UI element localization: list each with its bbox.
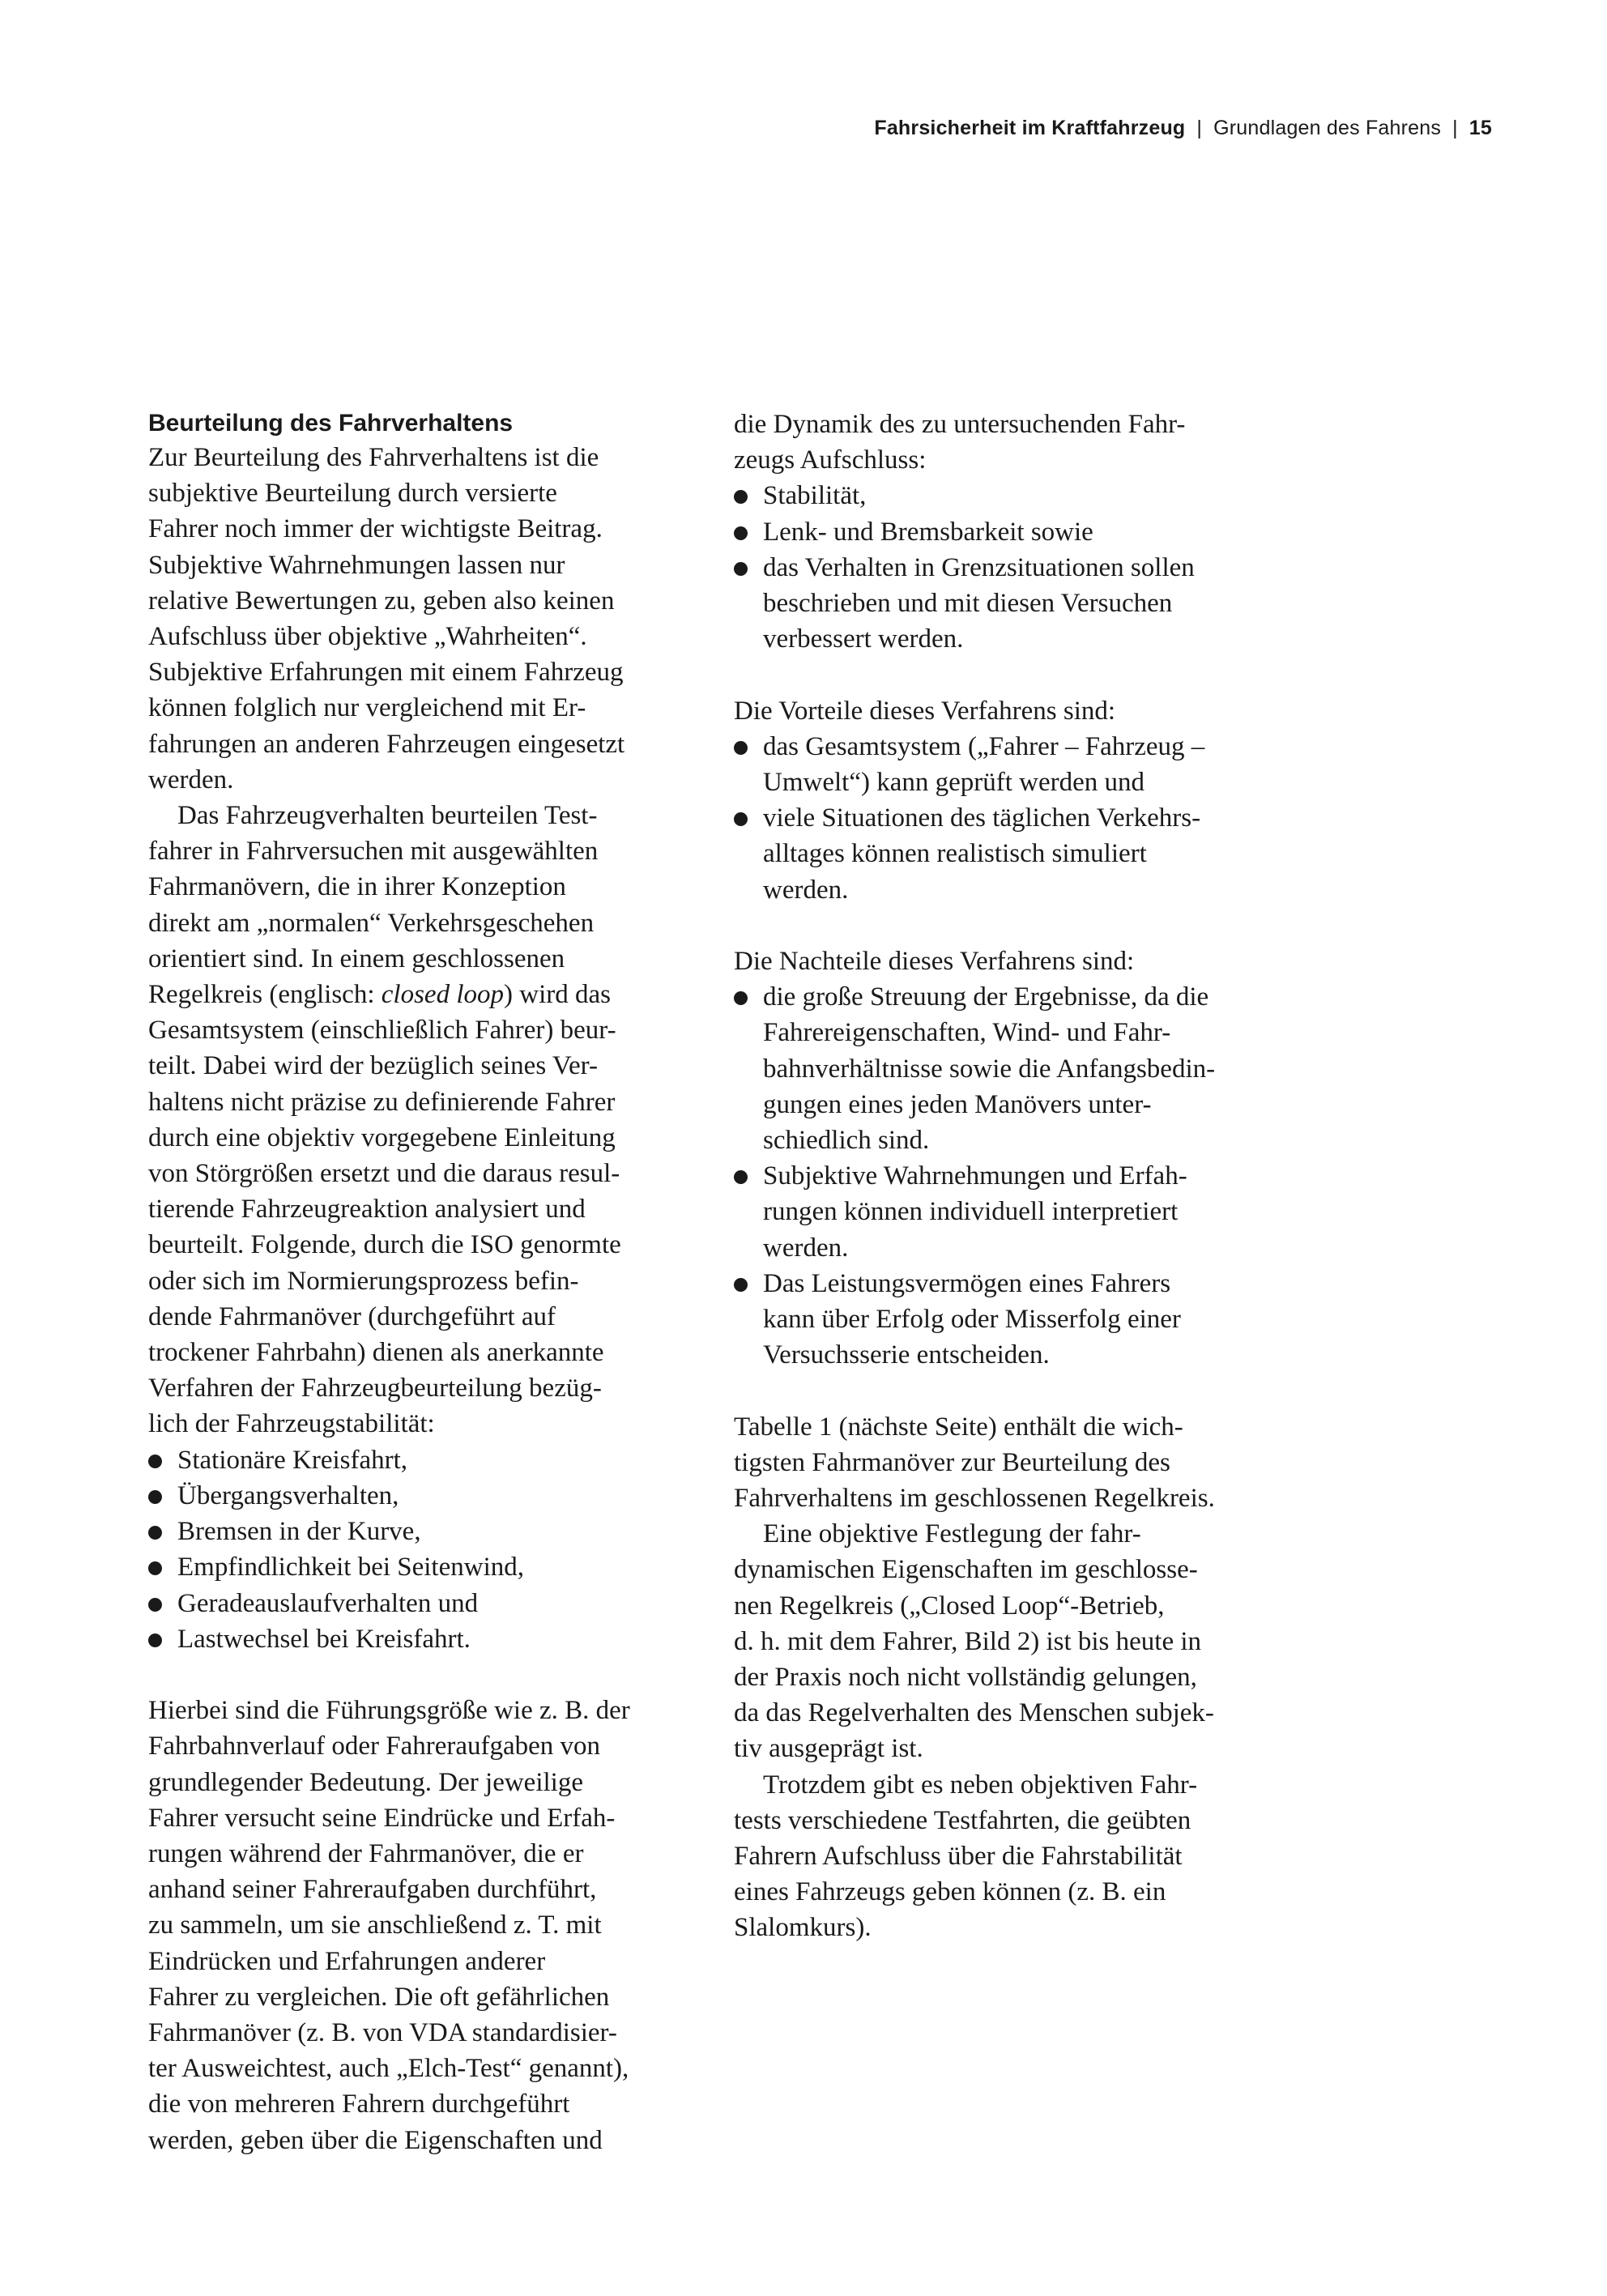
text-line: haltens nicht präzise zu definierende Fahrer [148, 1087, 616, 1117]
text-line: tests verschiedene Testfahrten, die geübten [734, 1805, 1191, 1835]
text-line: durch eine objektiv vorgegebene Einleitung [148, 1122, 616, 1152]
list-item [734, 979, 1268, 1158]
text-line: tierende Fahrzeugreaktion analysiert und [148, 1195, 586, 1225]
list-item [734, 478, 1268, 513]
text-line: Fahrverhaltens im geschlossenen Regelkreis. [734, 1484, 1215, 1514]
text-line: eines Fahrzeugs geben können (z. B. ein [734, 1877, 1166, 1907]
text-line: dende Fahrmanöver (durchgeführt auf [148, 1301, 556, 1331]
header-separator: | [1196, 117, 1203, 139]
book-title: Fahrsicherheit im Kraftfahrzeug [874, 117, 1186, 139]
text-line: Versuchsserie entscheiden. [763, 1340, 1050, 1370]
bullet-icon [734, 741, 748, 755]
bullet-icon [734, 526, 748, 540]
list-item [734, 514, 1268, 550]
right-column [734, 407, 1268, 1946]
text-line: beurteilt. Folgende, durch die ISO genormte [148, 1230, 621, 1260]
text-line: anhand seiner Fahreraufgaben durchführt, [148, 1875, 597, 1905]
bullet-icon [148, 1561, 162, 1575]
text-line: die große Streuung der Ergebnisse, da die [734, 979, 1268, 1015]
header-separator: | [1452, 117, 1458, 139]
text-line: Gesamtsystem (einschließlich Fahrer) beur- [148, 1016, 616, 1046]
text-line: die von mehreren Fahrern durchgeführt [148, 2089, 570, 2119]
text-line: schiedlich sind. [763, 1126, 930, 1156]
text-line: Zur Beurteilung des Fahrverhaltens ist die [148, 443, 599, 472]
page-number: 15 [1468, 117, 1492, 139]
text-line: Das Leistungsvermögen eines Fahrers [734, 1266, 1268, 1301]
text-line: Tabelle 1 (nächste Seite) enthält die wich- [734, 1412, 1183, 1442]
list-item: Geradeauslaufverhalten und [148, 1586, 683, 1621]
disadvantages-title: Die Nachteile dieses Verfahrens sind: [734, 947, 1135, 977]
advantages-title: Die Vorteile dieses Verfahrens sind: [734, 696, 1116, 726]
text-line: Fahrereigenschaften, Wind- und Fahr- [763, 1018, 1171, 1048]
text-line: Fahrmanöver (z. B. von VDA standardisier- [148, 2017, 617, 2047]
text-line: Eine objektive Festlegung der fahr- [763, 1519, 1141, 1549]
text-line: Slalomkurs). [734, 1913, 872, 1943]
text-line: werden. [763, 875, 849, 905]
text-line: teilt. Dabei wird der bezüglich seines Ver- [148, 1051, 598, 1081]
bullet-icon [148, 1526, 162, 1540]
text-line: der Praxis noch nicht vollständig gelungen, [734, 1663, 1197, 1693]
text-line: grundlegender Bedeutung. Der jeweilige [148, 1767, 583, 1797]
text-line: Verfahren der Fahrzeugbeurteilung bezüg- [148, 1374, 602, 1404]
list-item: Stationäre Kreisfahrt, [148, 1442, 683, 1478]
running-header [874, 112, 1492, 144]
bullet-icon [148, 1490, 162, 1504]
maneuver-list [148, 1442, 683, 1657]
text-line: werden, geben über die Eigenschaften und [148, 2125, 603, 2155]
text-line: ter Ausweichtest, auch „Elch-Test“ genannt), [148, 2054, 629, 2084]
list-item [734, 1266, 1268, 1374]
text-line: von Störgrößen ersetzt und die daraus resul- [148, 1159, 620, 1189]
text-line: die Dynamik des zu untersuchenden Fahr- [734, 410, 1186, 439]
text-line: zeugs Aufschluss: [734, 445, 927, 475]
text-line: Fahrern Aufschluss über die Fahrstabilität [734, 1842, 1183, 1872]
text-line: relative Bewertungen zu, geben also keinen [148, 586, 615, 616]
bullet-icon [734, 991, 748, 1005]
text-line: werden. [148, 765, 234, 794]
bullet-icon [148, 1634, 162, 1647]
text-line: werden. [763, 1233, 849, 1263]
list-item: Lastwechsel bei Kreisfahrt. [148, 1621, 683, 1657]
text-line: können folglich nur vergleichend mit Er- [148, 693, 586, 723]
text-line: nen Regelkreis („Closed Loop“-Betrieb, [734, 1591, 1165, 1621]
paragraph-intro [148, 440, 683, 798]
paragraph-test-drivers [148, 798, 683, 1442]
text-line: tiv ausgeprägt ist. [734, 1734, 923, 1764]
aspect-list [734, 478, 1268, 657]
advantages-list [734, 729, 1268, 908]
text-line: rungen während der Fahrmanöver, die er [148, 1838, 584, 1868]
text-line: Subjektive Wahrnehmungen und Erfah- [734, 1158, 1268, 1194]
text-line: Trotzdem gibt es neben objektiven Fahr- [763, 1770, 1198, 1800]
text-line: fahrer in Fahrversuchen mit ausgewählten [148, 837, 599, 867]
paragraph-test-drives [734, 1767, 1268, 1946]
text-line: Das Fahrzeugverhalten beurteilen Test- [177, 801, 598, 831]
text-line: Umwelt“) kann geprüft werden und [763, 768, 1145, 798]
bullet-icon [734, 562, 748, 576]
bullet-icon [734, 812, 748, 826]
text-line: zu sammeln, um sie anschließend z. T. mit [148, 1910, 602, 1940]
list-item: Bremsen in der Kurve, [148, 1514, 683, 1549]
text-line: Regelkreis (englisch: closed loop) wird das [148, 980, 611, 1010]
text-line: trockener Fahrbahn) dienen als anerkannte [148, 1338, 604, 1368]
text-line: rungen können individuell interpretiert [763, 1197, 1179, 1227]
text-line: Fahrmanövern, die in ihrer Konzeption [148, 872, 566, 902]
text-line: oder sich im Normierungsprozess befin- [148, 1266, 579, 1296]
text-line: fahrungen an anderen Fahrzeugen eingesetzt [148, 729, 625, 759]
text-line: verbessert werden. [763, 624, 964, 654]
text-line: Fahrer zu vergleichen. Die oft gefährlichen [148, 1982, 610, 2012]
text-line: kann über Erfolg oder Misserfolg einer [763, 1305, 1181, 1335]
list-item [734, 800, 1268, 908]
list-item [734, 550, 1268, 658]
list-item [734, 729, 1268, 800]
paragraph-objective [734, 1516, 1268, 1766]
bullet-icon [734, 1278, 748, 1292]
text-line: bahnverhältnisse sowie die Anfangsbedin- [763, 1054, 1216, 1084]
bullet-icon [734, 490, 748, 504]
bullet-icon [734, 1170, 748, 1184]
text-line: Aufschluss über objektive „Wahrheiten“. [148, 622, 587, 652]
text-line: gungen eines jeden Manövers unter- [763, 1089, 1152, 1119]
paragraph-dynamics [734, 407, 1268, 478]
bullet-icon [148, 1455, 162, 1468]
list-item [734, 1158, 1268, 1266]
text-line: Lenk- und Bremsbarkeit sowie [734, 514, 1268, 550]
text-line: Fahrbahnverlauf oder Fahreraufgaben von [148, 1732, 601, 1761]
text-line: lich der Fahrzeugstabilität: [148, 1409, 435, 1439]
text-line: da das Regelverhalten des Menschen subjek- [734, 1698, 1214, 1728]
list-item: Empfindlichkeit bei Seitenwind, [148, 1549, 683, 1585]
text-line: orientiert sind. In einem geschlossenen [148, 944, 565, 973]
text-line: tigsten Fahrmanöver zur Beurteilung des [734, 1447, 1170, 1477]
text-line: d. h. mit dem Fahrer, Bild 2) ist bis heute in [734, 1626, 1202, 1656]
paragraph-guidance [148, 1693, 683, 2158]
text-line: das Gesamtsystem („Fahrer – Fahrzeug – [734, 729, 1268, 765]
term-closed-loop: closed loop [381, 980, 504, 1010]
text-line: viele Situationen des täglichen Verkehrs- [734, 800, 1268, 836]
left-column [148, 407, 683, 2158]
bullet-icon [148, 1598, 162, 1612]
paragraph-table-reference [734, 1409, 1268, 1517]
text-line: Stabilität, [734, 478, 1268, 513]
text-line: Fahrer versucht seine Eindrücke und Erfah- [148, 1803, 616, 1833]
text-line: Hierbei sind die Führungsgröße wie z. B. der [148, 1696, 630, 1726]
text-line: Eindrücken und Erfahrungen anderer [148, 1946, 546, 1976]
text-line: dynamischen Eigenschaften im geschlosse- [734, 1555, 1198, 1585]
text-line: das Verhalten in Grenzsituationen sollen [734, 550, 1268, 586]
list-item: Übergangsverhalten, [148, 1478, 683, 1514]
text-line: Subjektive Erfahrungen mit einem Fahrzeug [148, 658, 624, 688]
section-heading: Beurteilung des Fahrverhaltens [148, 410, 514, 437]
text-line: direkt am „normalen“ Verkehrsgeschehen [148, 908, 595, 938]
text-line: beschrieben und mit diesen Versuchen [763, 589, 1173, 619]
text-line: subjektive Beurteilung durch versierte [148, 479, 557, 509]
text-line: Fahrer noch immer der wichtigste Beitrag. [148, 514, 603, 544]
disadvantages-list [734, 979, 1268, 1373]
text-line: Subjektive Wahrnehmungen lassen nur [148, 550, 565, 580]
chapter-title: Grundlagen des Fahrens [1213, 117, 1442, 139]
text-line: alltages können realistisch simuliert [763, 839, 1147, 869]
